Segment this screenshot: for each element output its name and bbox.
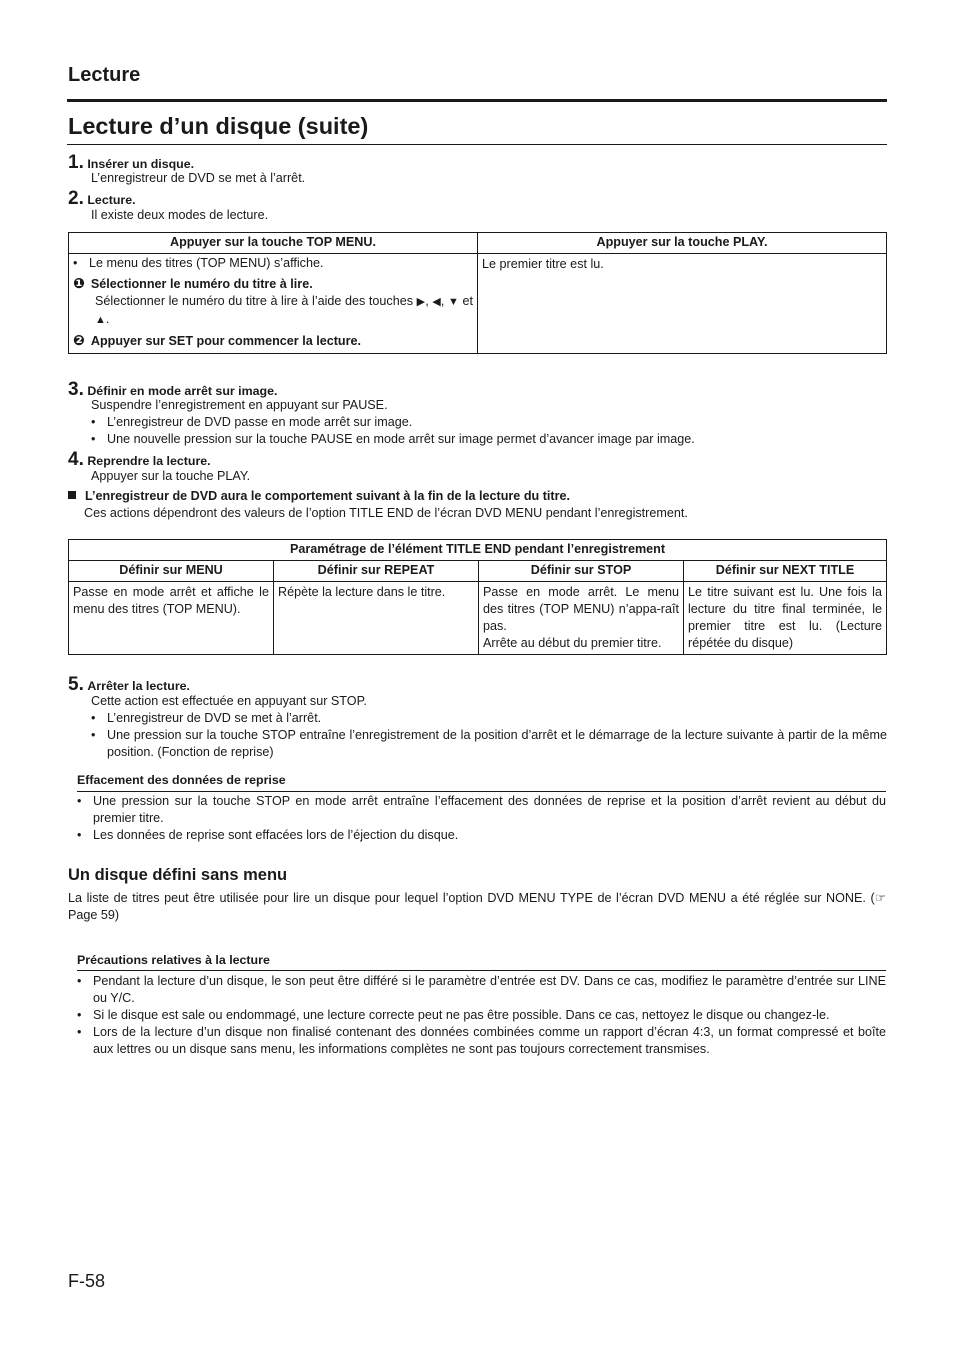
right-arrow-icon: ▶ — [416, 296, 426, 308]
list-item: L’enregistreur de DVD passe en mode arrêt sur image. — [107, 415, 413, 429]
table-header: Définir sur NEXT TITLE — [684, 561, 887, 582]
step-number: 1. — [68, 152, 84, 173]
step-title: Sélectionner le numéro du titre à lire. — [90, 277, 313, 291]
play-modes-table — [68, 232, 887, 354]
step-4 — [68, 450, 888, 470]
step-title: Reprendre la lecture. — [87, 454, 211, 468]
title-rule — [67, 144, 887, 145]
step-text: Appuyer sur la touche PLAY. — [91, 469, 251, 483]
bullet-icon: • — [73, 256, 78, 270]
section-title: Lecture — [68, 64, 141, 86]
step-text: Il existe deux modes de lecture. — [91, 208, 269, 222]
step-5 — [68, 675, 888, 695]
number-1-icon: ❶ — [73, 275, 85, 291]
resume-heading: Effacement des données de reprise — [77, 773, 286, 787]
resume-rule — [77, 791, 886, 792]
table-cell-play: Le premier titre est lu. — [478, 254, 887, 354]
note-heading — [68, 488, 888, 505]
list-item: Une nouvelle pression sur la touche PAUSE en mode arrêt sur image permet d’avancer image par image. — [107, 432, 695, 446]
step-5-bullets: • L’enregistreur de DVD se met à l’arrêt. • Une pression sur la touche STOP entraîne l’enregistrement de la position d’arrêt et le démarrage de la lecture suivante à partir de la même position. (Fonction de reprise) — [91, 711, 887, 759]
list-item: Les données de reprise sont effacées lors de l’éjection du disque. — [93, 828, 459, 842]
table-cell: Passe en mode arrêt et affiche le menu des titres (TOP MENU). — [69, 582, 274, 655]
step-title: Insérer un disque. — [87, 157, 195, 171]
step-number: 2. — [68, 188, 84, 209]
table-header: Appuyer sur la touche TOP MENU. — [69, 233, 478, 254]
step-title: Définir en mode arrêt sur image. — [87, 384, 278, 398]
step-number: 5. — [68, 674, 84, 695]
title-end-table — [68, 539, 887, 655]
note-text: Ces actions dépendront des valeurs de l’option TITLE END de l’écran DVD MENU pendant l’enregistrement. — [84, 506, 688, 520]
table-header: Définir sur STOP — [479, 561, 684, 582]
note-title: L’enregistreur de DVD aura le comportement suivant à la fin de la lecture du titre. — [85, 489, 570, 503]
table-header: Appuyer sur la touche PLAY. — [478, 233, 887, 254]
list-item: Une pression sur la touche STOP entraîne l’enregistrement de la position d’arrêt et le démarrage de la lecture suivante à partir de la même position. (Fonction de reprise) — [107, 728, 887, 759]
step-text: Suspendre l’enregistrement en appuyant sur PAUSE. — [91, 398, 388, 412]
table-cell: Le titre suivant est lu. Une fois la lecture du titre final terminée, le premier titre est lu. (Lecture répétée du disque) — [684, 582, 887, 655]
nomenu-text: La liste de titres peut être utilisée pour lire un disque pour lequel l’option DVD MENU TYPE de l’écran DVD MENU a été réglée sur NONE. (☞ Page 59) — [68, 891, 886, 922]
header-rule — [67, 99, 887, 102]
step-3-bullets: • L’enregistreur de DVD passe en mode arrêt sur image. • Une nouvelle pression sur la touche PAUSE en mode arrêt sur image permet d’avancer image par image. — [91, 414, 887, 448]
step-title: Arrêter la lecture. — [87, 679, 190, 693]
square-bullet-icon — [68, 491, 76, 499]
step-text: L’enregistreur de DVD se met à l’arrêt. — [91, 171, 306, 185]
down-arrow-icon: ▼ — [447, 296, 459, 308]
precautions-rule — [77, 970, 886, 971]
step-title: Appuyer sur SET pour commencer la lecture. — [90, 334, 362, 348]
table-cell — [479, 582, 684, 655]
step-text: Cette action est effectuée en appuyant sur STOP. — [91, 694, 367, 708]
list-item: Une pression sur la touche STOP en mode arrêt entraîne l’effacement des données de reprise et la position d’arrêt revient au début du premier titre. — [93, 794, 886, 825]
step-number: 4. — [68, 449, 84, 470]
table-header: Définir sur REPEAT — [274, 561, 479, 582]
list-item: Pendant la lecture d’un disque, le son peut être différé si le paramètre d’entrée est DV. Dans ce cas, modifiez le paramètre d’entrée sur LINE ou Y/C. — [93, 974, 886, 1005]
step-2 — [68, 189, 888, 209]
step-title: Lecture. — [87, 193, 136, 207]
table-header: Définir sur MENU — [69, 561, 274, 582]
page-title: Lecture d’un disque (suite) — [68, 113, 369, 139]
list-item: Si le disque est sale ou endommagé, une lecture correcte peut ne pas être possible. Dans ce cas, nettoyez le disque ou changez-le. — [93, 1008, 830, 1022]
table-cell: Répète la lecture dans le titre. — [274, 582, 479, 655]
list-item: Le menu des titres (TOP MENU) s’affiche. — [89, 256, 324, 270]
nomenu-heading: Un disque défini sans menu — [68, 866, 288, 884]
instruction-text: Sélectionner le numéro du titre à lire à l’aide des touches — [95, 294, 414, 308]
left-arrow-icon: ◀ — [432, 296, 441, 308]
number-2-icon: ❷ — [73, 332, 85, 348]
conjunction: et — [462, 294, 474, 308]
cell-text: Passe en mode arrêt. Le menu des titres (TOP MENU) n’appa-raît pas. — [483, 585, 679, 633]
table-caption: Paramétrage de l’élément TITLE END pendant l’enregistrement — [69, 540, 887, 561]
resume-bullets: • Une pression sur la touche STOP en mode arrêt entraîne l’effacement des données de reprise et la position d’arrêt revient au début du premier titre. • Les données de reprise sont effacées lors de l’éjection du disque. — [77, 794, 886, 842]
precautions-bullets: • Pendant la lecture d’un disque, le son peut être différé si le paramètre d’entrée est DV. Dans ce cas, modifiez le paramètre d’entrée sur LINE ou Y/C. • Si le disque est sale ou endommagé, une lecture correcte peut ne pas être possible. Dans ce cas, nettoyez le disque ou changez-le. • Lors de la lecture d’un disque non finalisé contenant des données combinées comme un rapport d’écran 4:3, un format compressé et boîte aux lettres ou un disque sans menu, les informations complètes ne sont pas toujours correctement transmises. — [77, 974, 886, 1056]
table-cell-top-menu: • Le menu des titres (TOP MENU) s’affiche. ❶ Sélectionner le numéro du titre à lire. Sélectionner le numéro du titre à lire à l’aide des touches ▶, ◀, ▼ et ▲. ❷ Appuyer sur SET pour commencer la lecture. — [69, 254, 478, 354]
page-number: F-58 — [68, 1271, 106, 1291]
list-item: Lors de la lecture d’un disque non finalisé contenant des données combinées comme un rapport d’écran 4:3, un format compressé et boîte aux lettres ou un disque sans menu, les informations complètes ne sont pas toujours correctement transmises. — [93, 1025, 886, 1056]
precautions-heading: Précautions relatives à la lecture — [77, 953, 270, 967]
cell-text: Arrête au début du premier titre. — [483, 636, 662, 650]
up-arrow-icon: ▲ — [95, 314, 106, 326]
step-number: 3. — [68, 379, 84, 400]
list-item: L’enregistreur de DVD se met à l’arrêt. — [107, 711, 322, 725]
